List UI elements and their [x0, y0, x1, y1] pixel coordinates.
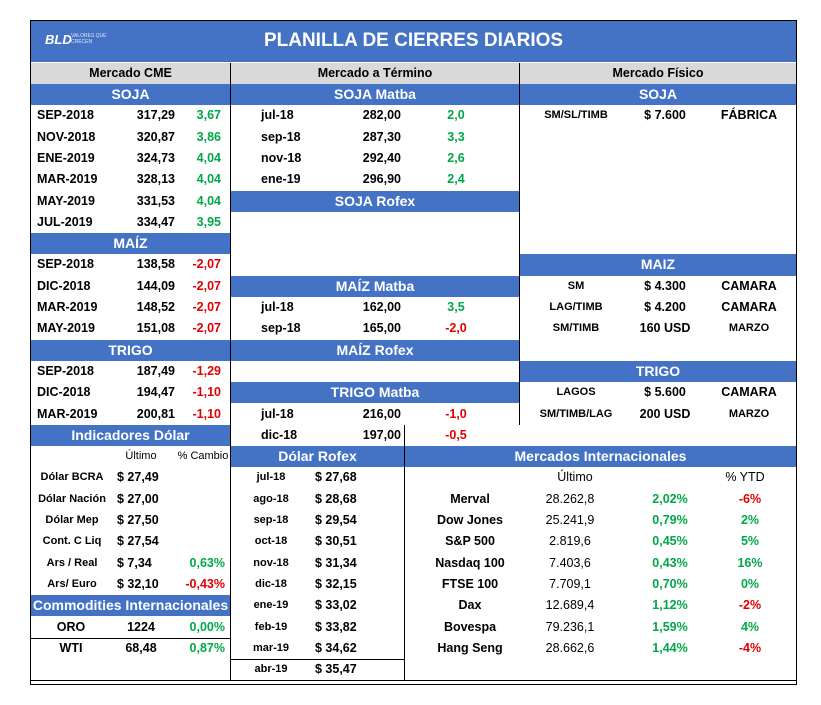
- dolar-value: $ 27,54: [117, 534, 159, 549]
- cme-change: 4,04: [196, 150, 221, 165]
- cme-price: 334,47: [136, 214, 175, 229]
- grid-line: [230, 63, 231, 425]
- int-ytd: -4%: [738, 640, 762, 655]
- cme-price: 320,87: [136, 129, 175, 144]
- fisico-price: 200 USD: [639, 406, 691, 421]
- int-index-name: Dax: [458, 598, 482, 613]
- cme-price: 148,52: [136, 300, 175, 314]
- dolar-name: Ars/ Euro: [47, 577, 97, 590]
- cme-change: -2,07: [192, 300, 221, 314]
- rofex-month: oct-18: [254, 535, 288, 548]
- cme-month: SEP-2018: [37, 108, 94, 123]
- int-index-name: Dow Jones: [437, 513, 503, 527]
- int-value: 28.262,8: [545, 491, 595, 506]
- matba-price: 216,00: [362, 406, 401, 421]
- dolar-name: Dólar Nación: [38, 492, 106, 505]
- int-index-name: S&P 500: [445, 534, 495, 549]
- cme-price: 331,53: [136, 193, 175, 208]
- matba-price: 292,40: [362, 150, 401, 165]
- cme-change: 4,04: [196, 172, 221, 187]
- rofex-value: $ 35,47: [315, 662, 357, 677]
- rofex-value: $ 30,51: [315, 534, 357, 549]
- dolar-name: Cont. C Liq: [42, 535, 102, 548]
- rofex-maiz-header-label: MAÍZ Rofex: [336, 341, 414, 358]
- cme-month: DIC-2018: [37, 278, 91, 293]
- rofex-month: jul-18: [256, 471, 286, 484]
- dolar-change: -0,43%: [185, 576, 225, 591]
- fisico-location: SM/SL/TIMB: [544, 109, 608, 122]
- dolar-value: $ 7,34: [117, 555, 152, 570]
- matba-change: 2,6: [447, 150, 465, 165]
- commodity-change: 0,00%: [189, 619, 225, 634]
- int-change: 1,44%: [652, 640, 688, 655]
- int-index-name: Hang Seng: [437, 640, 503, 655]
- cme-change: 4,04: [196, 193, 221, 208]
- matba-change: -2,0: [445, 321, 467, 336]
- logo-tagline: VALORES QUE CRECEN: [71, 33, 107, 45]
- dolar-name: Dólar Mep: [45, 514, 99, 526]
- grid-line: [31, 680, 796, 681]
- int-index-name: Nasdaq 100: [435, 555, 505, 570]
- matba-change: 2,0: [447, 108, 465, 123]
- fisico-soja-header-label: SOJA: [638, 86, 678, 102]
- int-ytd: -6%: [738, 491, 762, 506]
- dolar-value: $ 27,49: [117, 470, 159, 485]
- fisico-location: SM: [567, 279, 585, 292]
- matba-price: 165,00: [362, 321, 401, 336]
- rofex-value: $ 28,68: [315, 491, 357, 506]
- int-ytd: 0%: [740, 576, 760, 591]
- fisico-market: CAMARA: [721, 300, 777, 314]
- dolar-value: $ 27,00: [117, 491, 159, 506]
- cme-price: 138,58: [136, 257, 175, 272]
- rofex-soja-header: [231, 191, 519, 212]
- matba-change: -0,5: [445, 427, 467, 442]
- commodity-value: 1224: [127, 619, 155, 634]
- dolar-ultimo-header: Último: [125, 450, 157, 463]
- title-banner: [31, 21, 796, 62]
- fisico-maiz-header-label: MAIZ: [640, 256, 676, 273]
- grid-line: [404, 425, 405, 681]
- matba-price: 197,00: [362, 427, 401, 442]
- int-change: 0,70%: [652, 576, 688, 591]
- cme-price: 151,08: [136, 321, 175, 336]
- dolar-rofex-header: [231, 446, 404, 467]
- page-title: PLANILLA DE CIERRES DIARIOS: [263, 30, 564, 51]
- cme-maiz-header: [31, 233, 230, 254]
- logo-mark: BLD: [45, 32, 72, 47]
- matba-month: sep-18: [261, 321, 301, 336]
- int-index-name: Bovespa: [443, 619, 497, 634]
- cme-change: -1,10: [192, 385, 221, 400]
- rofex-month: dic-18: [255, 577, 287, 590]
- matba-maiz-header-label: MAÍZ Matba: [335, 277, 415, 294]
- int-change: 2,02%: [652, 491, 688, 506]
- fisico-market: FÁBRICA: [720, 108, 778, 123]
- cme-change: -1,29: [192, 363, 221, 378]
- fisico-price: $ 4.200: [644, 300, 686, 314]
- matba-month: jul-18: [261, 406, 294, 421]
- internacional-header-label: Mercados Internacionales: [514, 448, 687, 465]
- int-change: 0,43%: [652, 555, 688, 570]
- cme-month: SEP-2018: [37, 257, 94, 272]
- fisico-trigo-header-label: TRIGO: [635, 362, 681, 379]
- dolar-name: Ars / Real: [46, 556, 98, 569]
- fisico-market: MARZO: [728, 322, 770, 335]
- int-ytd: -2%: [738, 598, 762, 613]
- cme-price: 324,73: [136, 150, 175, 165]
- matba-price: 162,00: [362, 300, 401, 314]
- cme-month: MAR-2019: [37, 300, 98, 314]
- cme-month: JUL-2019: [37, 214, 93, 229]
- cme-month: MAY-2019: [37, 321, 95, 336]
- fisico-maiz-header: [520, 254, 796, 275]
- matba-month: sep-18: [261, 129, 301, 144]
- cme-month: MAR-2019: [37, 172, 98, 187]
- matba-price: 287,30: [362, 129, 401, 144]
- int-ytd: 16%: [737, 555, 763, 570]
- cme-soja-header: [31, 84, 230, 105]
- commodities-header-label: Commodities Internacionales: [32, 597, 229, 614]
- cme-month: DIC-2018: [37, 385, 91, 400]
- cme-price: 194,47: [136, 385, 175, 400]
- rofex-maiz-header: [231, 340, 519, 361]
- cme-trigo-header-label: TRIGO: [108, 341, 153, 358]
- fisico-location: LAGOS: [556, 386, 596, 399]
- int-value: 79.236,1: [545, 619, 595, 634]
- grid-line: [230, 425, 231, 681]
- commodity-name: WTI: [59, 640, 83, 655]
- cme-price: 187,49: [136, 363, 175, 378]
- matba-maiz-header: [231, 276, 519, 297]
- rofex-month: ago-18: [253, 492, 289, 505]
- fisico-price: $ 4.300: [644, 278, 686, 293]
- int-value: 7.403,6: [549, 555, 591, 570]
- int-change: 1,12%: [652, 598, 688, 613]
- int-ytd: 5%: [740, 534, 760, 549]
- dolar-value: $ 27,50: [117, 513, 159, 527]
- fisico-price: $ 5.600: [644, 385, 686, 400]
- fisico-location: SM/TIMB/LAG: [539, 407, 613, 420]
- cme-price: 317,29: [136, 108, 175, 123]
- matba-month: dic-18: [261, 427, 298, 442]
- cme-change: -1,10: [192, 406, 221, 421]
- int-value: 25.241,9: [545, 513, 595, 527]
- matba-trigo-header: [231, 382, 519, 403]
- rofex-month: nov-18: [253, 556, 289, 569]
- rofex-value: $ 27,68: [315, 470, 357, 485]
- matba-trigo-header-label: TRIGO Matba: [330, 384, 420, 401]
- rofex-value: $ 33,82: [315, 619, 357, 634]
- section-cme: Mercado CME: [89, 66, 172, 80]
- internacional-header: [405, 446, 796, 467]
- int-ytd: 2%: [740, 513, 760, 527]
- cme-month: ENE-2019: [37, 150, 95, 165]
- cme-month: SEP-2018: [37, 363, 94, 378]
- commodity-value: 68,48: [125, 640, 157, 655]
- cme-price: 200,81: [136, 406, 175, 421]
- dolar-value: $ 32,10: [117, 576, 159, 591]
- matba-month: nov-18: [261, 150, 302, 165]
- fisico-trigo-header: [520, 361, 796, 382]
- cme-soja-header-label: SOJA: [111, 86, 150, 102]
- dolar-change: 0,63%: [189, 555, 225, 570]
- fisico-location: SM/TIMB: [552, 322, 600, 335]
- fisico-market: MARZO: [728, 407, 770, 420]
- cme-maiz-header-label: MAÍZ: [113, 235, 148, 252]
- cme-month: MAY-2019: [37, 193, 95, 208]
- rofex-month: ene-19: [253, 599, 289, 612]
- int-index-name: Merval: [450, 491, 490, 506]
- dolar-name: Dólar BCRA: [40, 471, 104, 484]
- int-change: 1,59%: [652, 619, 688, 634]
- commodity-change: 0,87%: [189, 640, 225, 655]
- cme-change: -2,07: [192, 278, 221, 293]
- cme-price: 328,13: [136, 172, 175, 187]
- daily-close-sheet: [30, 20, 797, 685]
- grid-line: [231, 659, 405, 660]
- int-ytd: 4%: [740, 619, 760, 634]
- matba-soja-header-label: SOJA Matba: [334, 86, 416, 102]
- rofex-month: mar-19: [252, 641, 290, 654]
- int-value: 2.819,6: [549, 534, 591, 549]
- cme-month: MAR-2019: [37, 406, 98, 421]
- rofex-soja-header-label: SOJA Rofex: [334, 192, 416, 209]
- cme-change: 3,95: [196, 214, 221, 229]
- grid-line: [31, 638, 230, 639]
- int-value: 12.689,4: [545, 598, 595, 613]
- grid-line: [519, 63, 520, 425]
- fisico-price: $ 7.600: [644, 108, 686, 123]
- rofex-value: $ 31,34: [315, 555, 357, 570]
- int-change: 0,45%: [652, 534, 688, 549]
- dolar-header: [31, 425, 230, 446]
- cme-change: -2,07: [192, 321, 221, 336]
- matba-change: 2,4: [447, 172, 465, 187]
- commodity-name: ORO: [56, 619, 86, 634]
- cme-price: 144,09: [136, 278, 175, 293]
- matba-price: 282,00: [362, 108, 401, 123]
- int-change: 0,79%: [652, 513, 688, 527]
- dolar-cambio-header: % Cambio: [177, 450, 229, 463]
- matba-month: ene-19: [261, 172, 301, 187]
- rofex-month: sep-18: [253, 514, 289, 526]
- section-fisico: Mercado Físico: [612, 66, 704, 80]
- rofex-month: abr-19: [254, 663, 288, 676]
- matba-change: 3,3: [447, 129, 465, 144]
- matba-month: jul-18: [261, 300, 294, 314]
- matba-change: 3,5: [447, 300, 465, 314]
- rofex-month: feb-19: [254, 620, 288, 633]
- section-termino: Mercado a Término: [317, 66, 433, 80]
- rofex-value: $ 33,02: [315, 598, 357, 613]
- fisico-price: 160 USD: [639, 321, 691, 336]
- rofex-value: $ 34,62: [315, 640, 357, 655]
- dolar-rofex-header-label: Dólar Rofex: [278, 448, 357, 465]
- matba-soja-header: [231, 84, 519, 105]
- commodities-header: [31, 595, 230, 616]
- cme-month: NOV-2018: [37, 129, 96, 144]
- matba-price: 296,90: [362, 172, 401, 187]
- int-ultimo-header: Último: [557, 470, 593, 485]
- dolar-header-label: Indicadores Dólar: [71, 426, 190, 443]
- fisico-location: LAG/TIMB: [549, 301, 603, 313]
- fisico-soja-header: [520, 84, 796, 105]
- int-ytd-header: % YTD: [725, 470, 765, 485]
- cme-trigo-header: [31, 340, 230, 361]
- cme-change: 3,67: [196, 108, 221, 123]
- matba-change: -1,0: [445, 406, 467, 421]
- rofex-value: $ 32,15: [315, 576, 357, 591]
- int-index-name: FTSE 100: [441, 576, 499, 591]
- rofex-value: $ 29,54: [315, 513, 357, 527]
- cme-change: -2,07: [192, 257, 221, 272]
- fisico-market: CAMARA: [721, 385, 777, 400]
- fisico-market: CAMARA: [721, 278, 777, 293]
- matba-month: jul-18: [261, 108, 294, 123]
- int-value: 28.662,6: [545, 640, 595, 655]
- cme-change: 3,86: [196, 129, 221, 144]
- int-value: 7.709,1: [549, 576, 591, 591]
